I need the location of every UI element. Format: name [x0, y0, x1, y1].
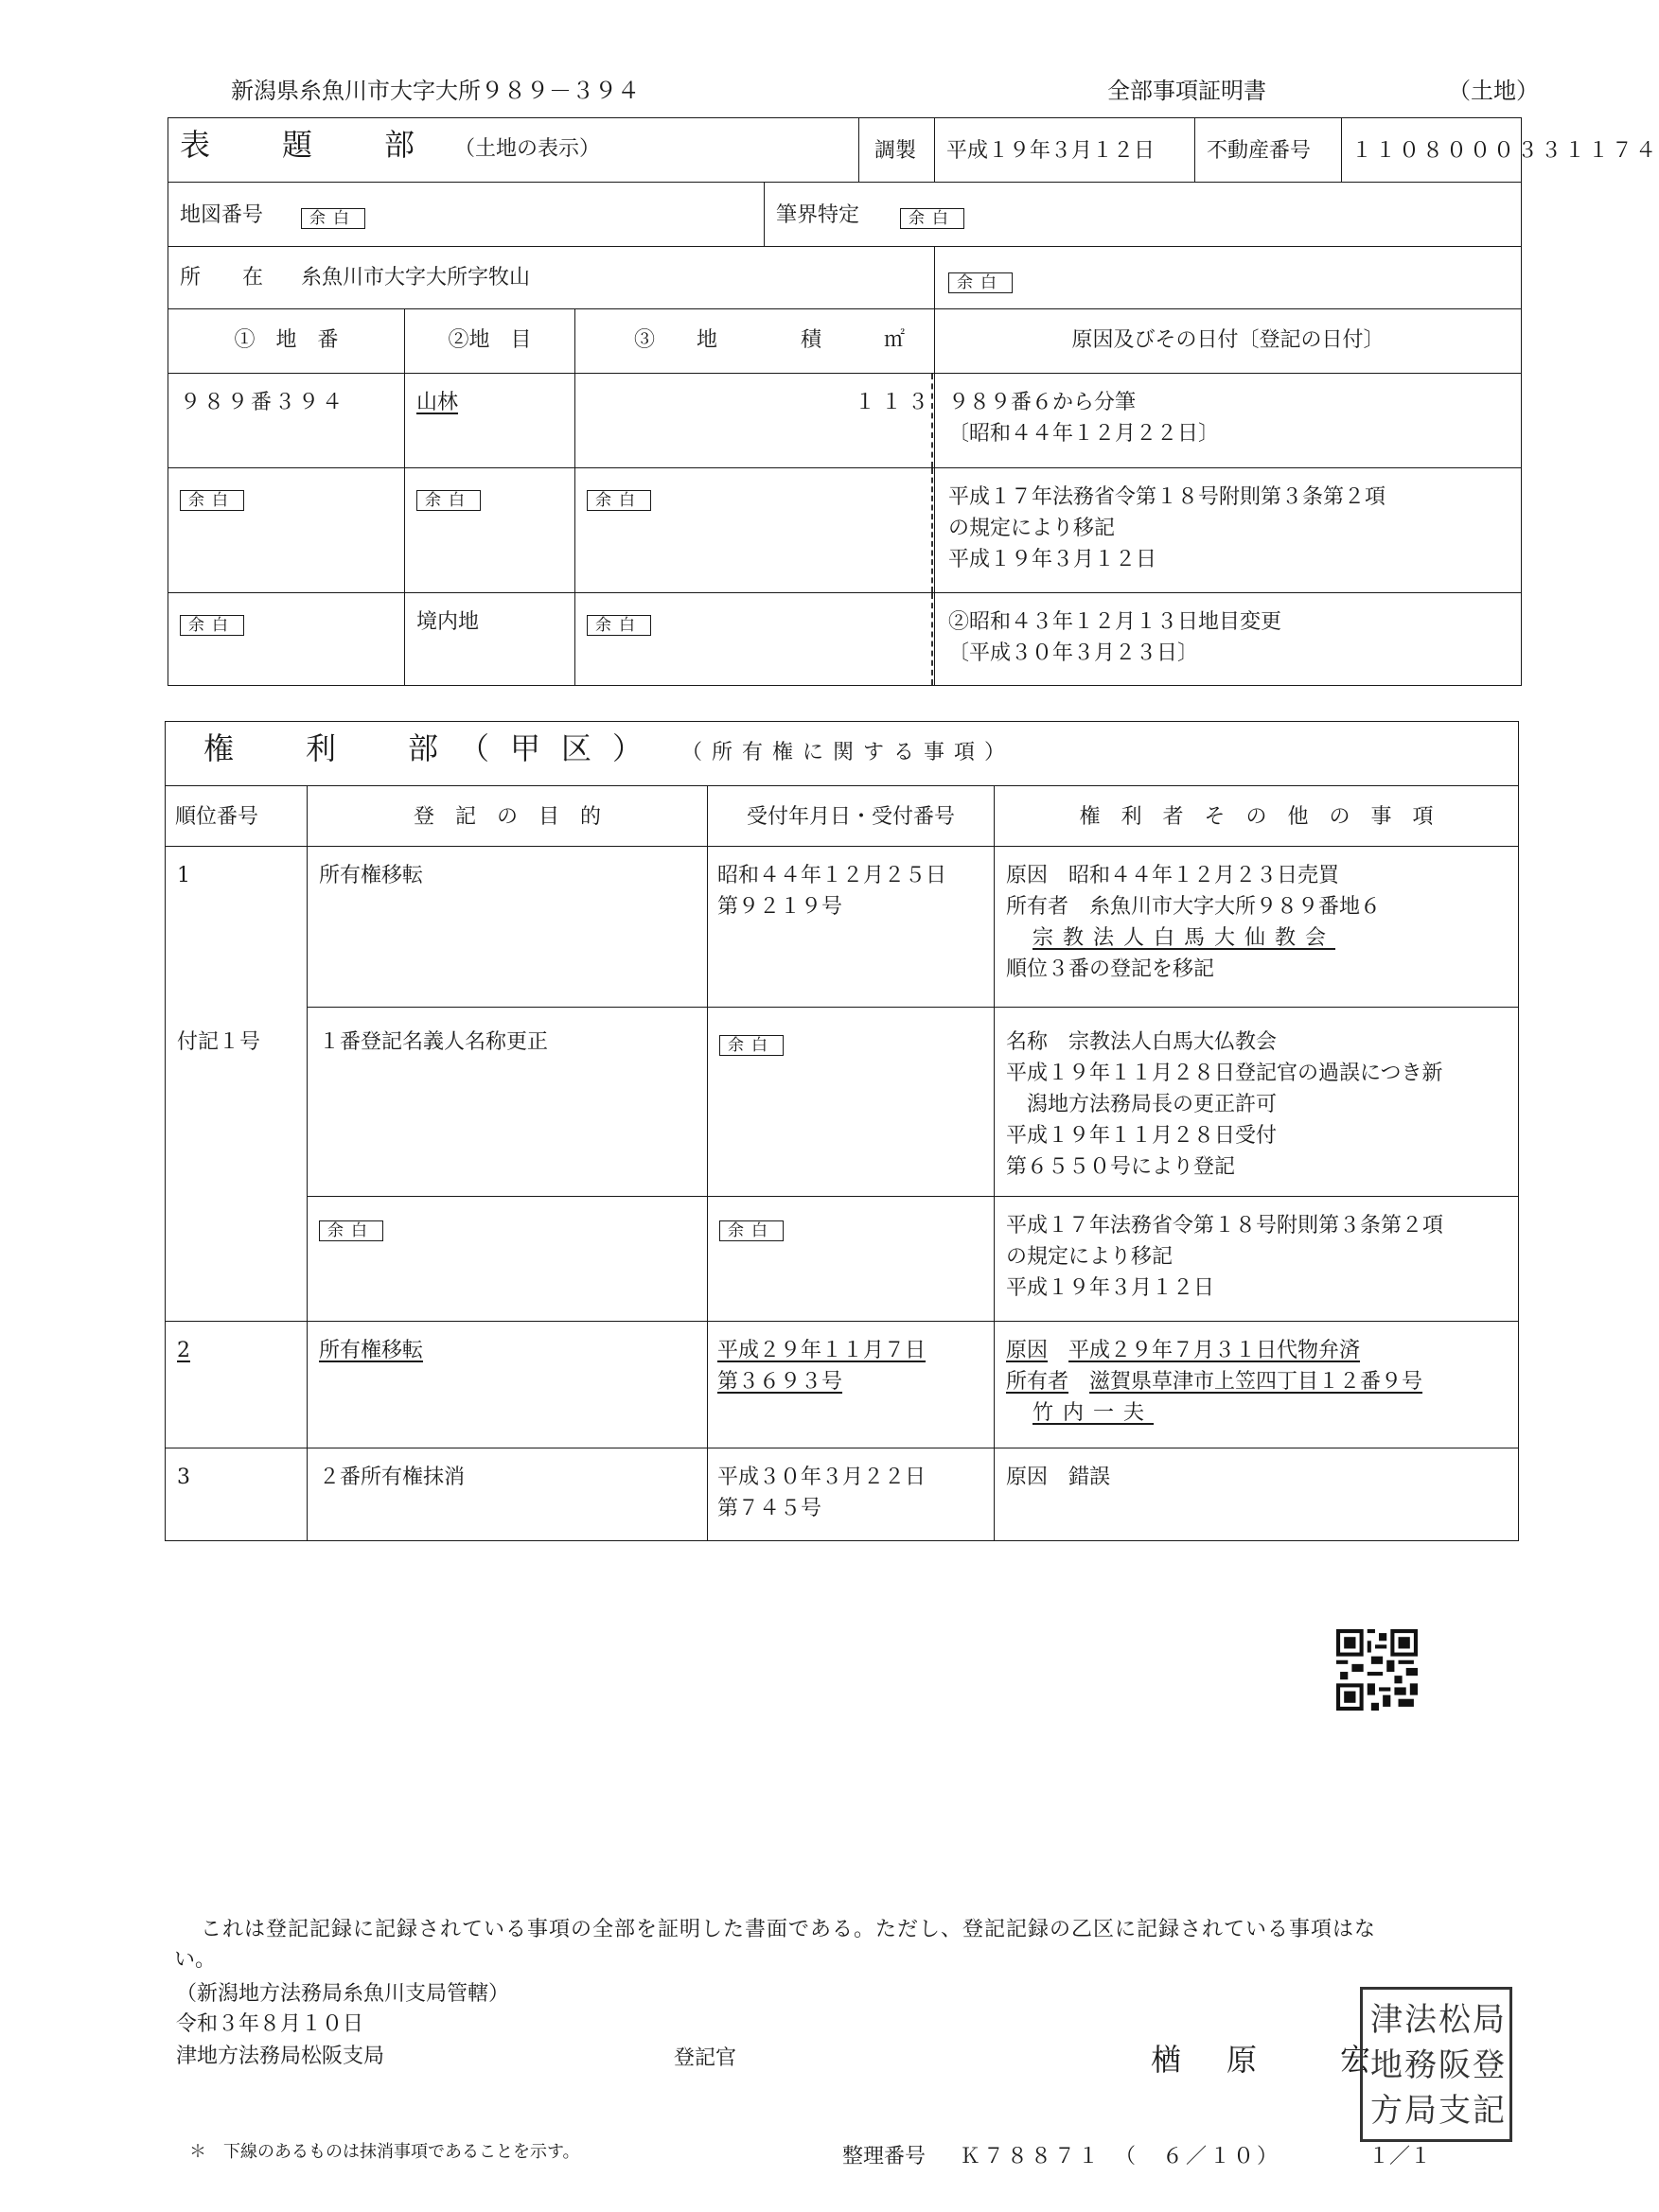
- genin-line: 平成１７年法務省令第１８号附則第３条第２項: [948, 485, 1386, 509]
- yohaku-badge: 余白: [587, 490, 651, 511]
- kenri-table: [165, 721, 1519, 1541]
- genin-line: 平成１９年３月１２日: [948, 548, 1157, 571]
- genin-line: 〔昭和４４年１２月２２日〕: [948, 422, 1220, 446]
- certification-statement: これは登記記録に記録されている事項の全部を証明した書面である。ただし、登記記録の乙区に記録されている事項はな: [201, 1918, 1377, 1941]
- reference-number: Ｋ７８８７１ （ ６／１０）: [960, 2145, 1281, 2168]
- chosei-label: 調製: [874, 139, 917, 163]
- jurisdiction: （新潟地方法務局糸魚川支局管轄）: [176, 1982, 510, 2006]
- chimoku-value: 山林: [416, 391, 459, 414]
- fudosan-number-cell: [1342, 118, 1659, 183]
- genin-line: ９８９番６から分筆: [948, 391, 1137, 414]
- seal-char: 阪: [1438, 2046, 1471, 2084]
- seal-char: 津: [1370, 2001, 1403, 2039]
- reference-label: 整理番号: [842, 2145, 927, 2168]
- hikkai-cell: [765, 183, 1522, 247]
- kenrisha-line: 原因 昭和４４年１２月２３日売買: [1006, 864, 1340, 887]
- genin-line: 〔平成３０年３月２３日〕: [948, 641, 1199, 665]
- seal-char: 地: [1370, 2046, 1403, 2084]
- genin-line: ②昭和４３年１２月１３日地目変更: [948, 610, 1282, 634]
- col-chiseki-label: ③ 地 積 ㎡: [634, 328, 906, 352]
- kenrisha-line: 所有者: [1006, 1370, 1069, 1394]
- col-kenrisha-header: [995, 786, 1519, 847]
- kenri-subtitle: （所有権に関する事項）: [692, 741, 1015, 764]
- hyodai-subtitle: （土地の表示）: [454, 137, 601, 161]
- property-address-header: 新潟県糸魚川市大字大所９８９－３９４: [231, 78, 640, 104]
- seal-char: 松: [1438, 2001, 1471, 2039]
- col-chimoku-label: ②地 目: [448, 328, 532, 352]
- yohaku-badge: 余白: [180, 490, 244, 511]
- col-uketsuke-label: 受付年月日・受付番号: [746, 805, 955, 829]
- uketsuke-line: 第３６９３号: [717, 1370, 843, 1394]
- qr-code-icon: [1336, 1629, 1418, 1711]
- kenrisha-line: 原因 錯誤: [1006, 1466, 1111, 1489]
- kenri-row: [166, 847, 1519, 1008]
- col-juni-label: 順位番号: [175, 805, 259, 829]
- official-seal: [1360, 1987, 1512, 2142]
- seal-char: 局: [1404, 2092, 1437, 2130]
- uketsuke-line: 昭和４４年１２月２５日: [717, 864, 947, 887]
- kenrisha-line: 第６５５０号により登記: [1006, 1155, 1236, 1179]
- chizu-value-cell: [405, 183, 765, 247]
- kenrisha-line: 平成１７年法務省令第１８号附則第３条第２項: [1006, 1214, 1444, 1238]
- col-chiban-header: [168, 309, 405, 374]
- kenri-title-cell: [166, 722, 1519, 786]
- seal-char: 局: [1473, 2001, 1505, 2039]
- col-chiban-label: ① 地 番: [234, 328, 339, 352]
- kenrisha-line: 原因: [1006, 1339, 1049, 1362]
- seal-char: 務: [1404, 2046, 1437, 2084]
- kenrisha-line: 名称 宗教法人白馬大仏教会: [1006, 1030, 1278, 1054]
- mokuteki-value: 所有権移転: [319, 1339, 424, 1362]
- yohaku-badge: 余白: [180, 615, 244, 636]
- fudosan-label: 不動産番号: [1207, 139, 1312, 163]
- yohaku-badge: 余白: [319, 1220, 383, 1241]
- yohaku-badge: 余白: [900, 208, 964, 229]
- col-uketsuke-header: [708, 786, 995, 847]
- col-mokuteki-label: 登 記 の 目 的: [413, 805, 601, 829]
- shozai-label: 所 在: [180, 266, 264, 290]
- chizu-label-cell: [168, 183, 405, 247]
- certification-statement-cont: い。: [174, 1948, 217, 1972]
- kenrisha-line: 平成１９年１１月２８日受付: [1006, 1124, 1278, 1148]
- juni-value: 3: [177, 1466, 190, 1489]
- col-juni-header: [166, 786, 308, 847]
- col-chiseki-header: [575, 309, 935, 374]
- yohaku-badge: 余白: [587, 615, 651, 636]
- col-mokuteki-header: [308, 786, 708, 847]
- yohaku-badge: 余白: [719, 1220, 784, 1241]
- kenri-row: [166, 1008, 1519, 1197]
- kenrisha-line: 潟地方法務局長の更正許可: [1027, 1093, 1278, 1116]
- fudosan-label-cell: [1195, 118, 1342, 183]
- registrar-label: 登記官: [674, 2046, 737, 2070]
- kenri-row: [166, 1322, 1519, 1448]
- chizu-label: 地図番号: [180, 203, 264, 227]
- shozai-cell: [168, 247, 935, 309]
- kenri-row: [166, 1197, 1519, 1322]
- issue-date: 令和３年８月１０日: [176, 2012, 364, 2036]
- chiseki-value: １１３: [855, 391, 935, 414]
- chiban-value: ９８９番３９４: [180, 391, 346, 414]
- document-title: 全部事項証明書: [1107, 78, 1266, 104]
- kenri-title: 権 利 部（甲区）: [203, 730, 664, 766]
- mokuteki-value: ２番所有権抹消: [319, 1466, 466, 1489]
- yohaku-badge: 余白: [301, 208, 365, 229]
- uketsuke-line: 平成２９年１１月７日: [717, 1339, 927, 1362]
- juni-value: 1: [177, 864, 190, 887]
- shozai-yohaku-cell: [935, 247, 1522, 309]
- juni-value: 2: [177, 1339, 190, 1362]
- underline-note: ＊ 下線のあるものは抹消事項であることを示す。: [189, 2142, 580, 2162]
- yohaku-badge: 余白: [416, 490, 481, 511]
- col-genin-label: 原因及びその日付〔登記の日付〕: [1071, 328, 1385, 352]
- chimoku-value: 境内地: [416, 610, 480, 634]
- hikkai-label: 筆界特定: [776, 203, 860, 227]
- kenrisha-line: 順位３番の登記を移記: [1006, 957, 1215, 981]
- seal-char: 登: [1473, 2046, 1505, 2084]
- uketsuke-line: 第７４５号: [717, 1497, 822, 1520]
- chosei-date: 平成１９年３月１２日: [946, 139, 1156, 163]
- yohaku-badge: 余白: [719, 1035, 784, 1056]
- uketsuke-line: 平成３０年３月２２日: [717, 1466, 927, 1489]
- chosei-label-cell: [859, 118, 935, 183]
- shozai-value: 糸魚川市大字大所字牧山: [301, 266, 531, 290]
- seal-char: 法: [1404, 2001, 1437, 2039]
- page-number: １／１: [1368, 2145, 1432, 2168]
- kenrisha-line: 竹内一夫: [1032, 1401, 1155, 1425]
- hyodai-row: [168, 374, 1522, 468]
- juni-value: 付記１号: [177, 1029, 261, 1054]
- issuing-office: 津地方法務局松阪支局: [176, 2045, 385, 2068]
- kenrisha-line: の規定により移記: [1006, 1245, 1174, 1269]
- document-type: （土地）: [1448, 78, 1539, 104]
- seal-char: 方: [1370, 2092, 1403, 2130]
- seal-char: 記: [1473, 2092, 1505, 2130]
- hyodai-row: [168, 468, 1522, 593]
- registrar-name: 楢 原 宏: [1151, 2042, 1379, 2078]
- kenrisha-line: 平成２９年７月３１日代物弁済: [1068, 1339, 1361, 1362]
- kenrisha-line: 平成１９年１１月２８日登記官の過誤につき新: [1006, 1062, 1443, 1085]
- kenrisha-line: 宗教法人白馬大仙教会: [1032, 926, 1336, 950]
- uketsuke-line: 第９２１９号: [717, 895, 843, 919]
- col-chimoku-header: [405, 309, 575, 374]
- hyodai-row: [168, 593, 1522, 686]
- chosei-date-cell: [935, 118, 1195, 183]
- kenrisha-line: 所有者 糸魚川市大字大所９８９番地６: [1006, 895, 1382, 919]
- hyodai-table: [168, 117, 1659, 686]
- seal-char: 支: [1438, 2092, 1471, 2130]
- yohaku-badge: 余白: [948, 272, 1013, 293]
- fudosan-number: １１０８０００３３１１７４: [1351, 139, 1659, 163]
- col-kenrisha-label: 権 利 者 そ の 他 の 事 項: [1079, 805, 1434, 829]
- col-genin-header: [935, 309, 1522, 374]
- hyodai-title-cell: [168, 118, 859, 183]
- mokuteki-value: 所有権移転: [319, 864, 424, 887]
- kenrisha-line: 平成１９年３月１２日: [1006, 1276, 1215, 1300]
- genin-line: の規定により移記: [948, 517, 1116, 540]
- kenrisha-line: 滋賀県草津市上笠四丁目１２番９号: [1089, 1370, 1423, 1394]
- kenri-row: [166, 1448, 1519, 1541]
- mokuteki-value: １番登記名義人名称更正: [319, 1030, 549, 1054]
- hyodai-title: 表 題 部: [180, 127, 436, 163]
